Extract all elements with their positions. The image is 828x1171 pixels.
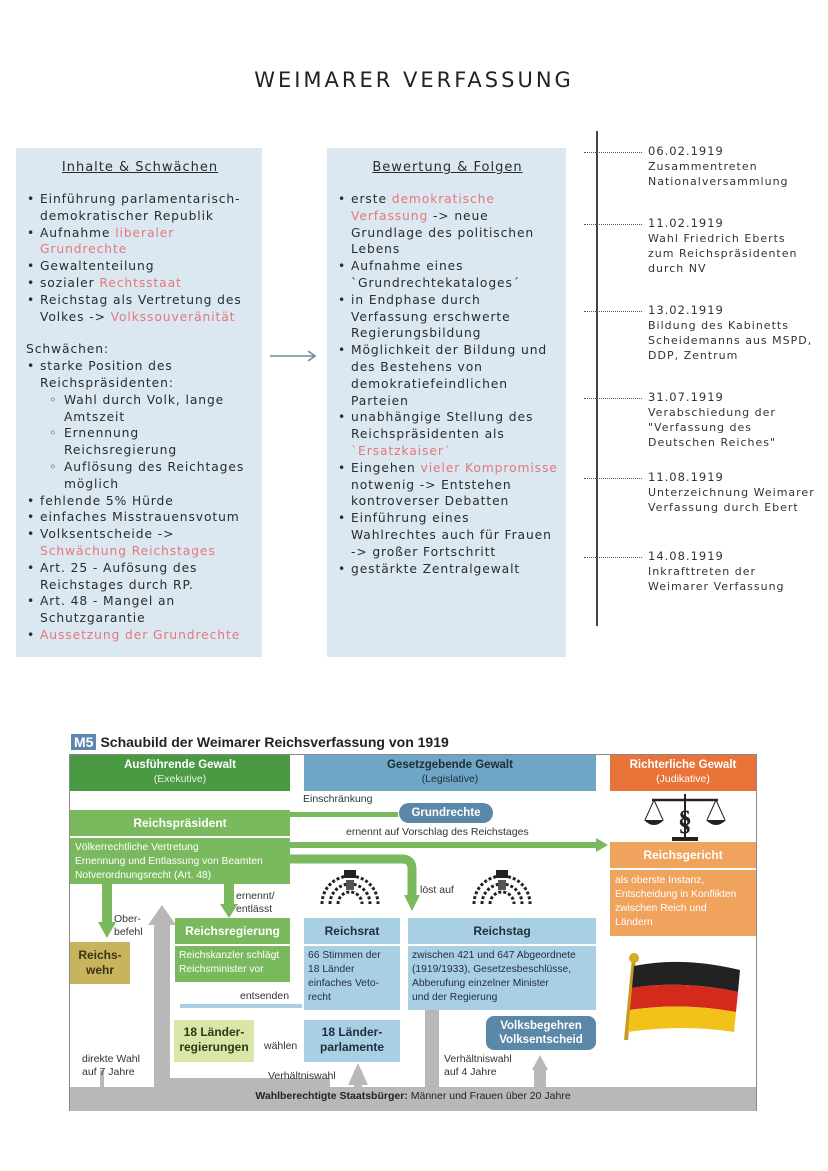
footer-staatsbuerger: Wahlberechtigte Staatsbürger: Männer und Frauen über 20 Jahre (255, 1090, 571, 1102)
timeline-text: Zusammentreten (648, 160, 758, 173)
timeline-text: Verabschiedung der (648, 406, 776, 419)
diagram-heading (71, 734, 449, 750)
list-item: • Eingehen vieler Kompromisse notwenig -> Entstehen kontroverser Debatten (337, 460, 558, 510)
label-verhaeltniswahl-4: Verhältniswahl auf 4 Jahre (444, 1053, 512, 1078)
timeline-text: durch NV (648, 262, 707, 275)
timeline-text: Inkrafttreten der (648, 565, 757, 578)
list-item: • Reichstag als Vertretung des Volkes -> Volkssouveränität (26, 292, 254, 326)
panel-bewertung (327, 148, 566, 657)
list-item: • in Endphase durch Verfassung erschwerte Regierungsbildung (337, 292, 558, 342)
timeline-connector (584, 478, 642, 479)
timeline-entry (648, 303, 812, 363)
left-list (26, 191, 254, 644)
timeline-text: "Verfassung des (648, 421, 752, 434)
label-ernennt-vorschlag: ernennt auf Vorschlag des Reichstages (346, 826, 529, 838)
label-ernennt-entlaesst: ernennt/ entlässt (236, 890, 275, 915)
panel-heading: Inhalte & Schwächen (61, 160, 219, 175)
laenderregierungen-box: 18 Länder- regierungen (174, 1020, 254, 1062)
german-flag-icon (612, 952, 752, 1042)
timeline-text: zum Reichspräsidenten (648, 247, 798, 260)
label-einschraenkung: Einschränkung (303, 793, 373, 805)
timeline-text: Nationalversammlung (648, 175, 789, 188)
list-item: • gestärkte Zentralgewalt (337, 561, 558, 578)
connector-grundrechte (290, 812, 398, 817)
grundrechte-pill: Grundrechte (399, 803, 493, 823)
list-item: ◦ Auflösung des Reichtages möglich (26, 459, 254, 493)
arrow-right-icon (270, 349, 320, 363)
timeline-text: Verfassung durch Ebert (648, 501, 799, 514)
list-item: • Möglichkeit der Bildung und des Bestehens von demokratiefeindlichen Parteien (337, 342, 558, 409)
connector-reichsgericht (290, 838, 610, 852)
list-item: • Art. 25 - Aufösung des Reichstages durch RP. (26, 560, 254, 594)
connector-entsenden (180, 1004, 302, 1008)
timeline-entry (648, 144, 789, 189)
timeline-date: 11.02.1919 (648, 216, 724, 230)
list-item: • Einführung eines Wahlrechtes auch für Frauen -> großer Fortschritt (337, 510, 558, 560)
list-item: • Einführung parlamentarisch-demokratischer Republik (26, 191, 254, 225)
timeline-connector (584, 398, 642, 399)
timeline-text: Scheidemanns aus MSPD, (648, 334, 813, 347)
timeline-entry (648, 470, 815, 515)
list-item: • Art. 48 - Mangel an Schutzgarantie (26, 593, 254, 627)
panel-heading: Bewertung & Folgen (372, 160, 523, 175)
timeline-text: Deutschen Reiches" (648, 436, 777, 449)
timeline-entry (648, 216, 798, 276)
reichspraesident-title: Reichspräsident (70, 810, 290, 836)
list-item: • erste demokratische Verfassung -> neue Grundlage des politischen Lebens (337, 191, 558, 258)
reichsrat-title: Reichsrat (304, 918, 400, 944)
timeline-date: 14.08.1919 (648, 549, 724, 563)
label-loest-auf: löst auf (420, 884, 454, 896)
reichspraesident-text: Völkerrechtliche Vertretung Ernennung und Entlassung von Beamten Notverordnungsrecht (Art. 48) (70, 838, 290, 884)
reichsregierung-title: Reichsregierung (175, 918, 290, 944)
reichstag-title: Reichstag (408, 918, 596, 944)
timeline-text: Unterzeichnung Weimarer (648, 486, 815, 499)
scales-icon (640, 790, 730, 842)
header-exekutive: Ausführende Gewalt (Exekutive) (70, 755, 290, 791)
label-verhaeltniswahl: Verhältniswahl (268, 1070, 336, 1082)
laenderparlamente-box: 18 Länder- parlamente (304, 1020, 400, 1062)
header-judikative: Richterliche Gewalt (Judikative) (610, 755, 756, 791)
timeline-axis (596, 131, 598, 626)
timeline-connector (584, 557, 642, 558)
timeline-connector (584, 311, 642, 312)
list-item: • Volksentscheide -> Schwächung Reichstages (26, 526, 254, 560)
timeline-text: Wahl Friedrich Eberts (648, 232, 786, 245)
reichsrat-text: 66 Stimmen der 18 Länder einfaches Veto- recht (304, 946, 400, 1010)
timeline-date: 31.07.1919 (648, 390, 724, 404)
header-legislative: Gesetzgebende Gewalt (Legislative) (304, 755, 596, 791)
timeline-date: 13.02.1919 (648, 303, 724, 317)
label-oberbefehl: Ober- befehl (114, 913, 143, 938)
timeline-entry (648, 390, 776, 450)
label-entsenden: entsenden (240, 990, 290, 1002)
list-item: • starke Position des Reichspräsidenten: (26, 358, 254, 392)
list-item: • unabhängige Stellung des Reichspräsidenten als `Ersatzkaiser´ (337, 409, 558, 459)
panel-inhalte (16, 148, 262, 657)
list-item: • Aufnahme eines `Grundrechtekataloges´ (337, 258, 558, 292)
timeline-text: DDP, Zentrum (648, 349, 739, 362)
parliament-icon-reichstag (470, 864, 534, 908)
label-waehlen: wählen (264, 1040, 298, 1052)
diagram-title: Schaubild der Weimarer Reichsverfassung von 1919 (100, 734, 449, 750)
timeline-date: 06.02.1919 (648, 144, 724, 158)
reichswehr-box: Reichs- wehr (70, 942, 130, 984)
list-item: ◦ Wahl durch Volk, lange Amtszeit (26, 392, 254, 426)
paragraph-sign: § (678, 806, 692, 837)
list-item: • Aufnahme liberaler Grundrechte (26, 225, 254, 259)
timeline-connector (584, 224, 642, 225)
reichsregierung-text: Reichskanzler schlägt Reichsminister vor (175, 946, 290, 982)
list-item: • einfaches Misstrauensvotum (26, 509, 254, 526)
right-list (337, 191, 558, 577)
list-item: • Gewaltenteilung (26, 258, 254, 275)
reichsgericht-text: als oberste Instanz, Entscheidung in Konflikten zwischen Reich und Ländern (610, 870, 756, 936)
weaknesses-heading: Schwächen: (26, 342, 110, 357)
list-item: • Aussetzung der Grundrechte (26, 627, 254, 644)
timeline-text: Bildung des Kabinetts (648, 319, 789, 332)
parliament-icon-reichsrat (318, 864, 382, 908)
page-title: WEIMARER VERFASSUNG (254, 68, 574, 92)
list-item: ◦ Ernennung Reichsregierung (26, 425, 254, 459)
timeline-entry (648, 549, 785, 594)
reichsgericht-title: Reichsgericht (610, 842, 756, 868)
reichstag-text: zwischen 421 und 647 Abgeordnete (1919/1933), Gesetzesbeschlüsse, Abberufung einzelner Minister und der Regierung (408, 946, 596, 1010)
list-item: • sozialer Rechtsstaat (26, 275, 254, 292)
timeline-date: 11.08.1919 (648, 470, 724, 484)
list-item: • fehlende 5% Hürde (26, 493, 254, 510)
timeline-text: Weimarer Verfassung (648, 580, 785, 593)
diagram-badge: M5 (71, 734, 96, 750)
label-direkte-wahl: direkte Wahl auf 7 Jahre (82, 1053, 140, 1078)
volksbegehren-pill: Volksbegehren Volksentscheid (486, 1016, 596, 1050)
timeline-connector (584, 152, 642, 153)
